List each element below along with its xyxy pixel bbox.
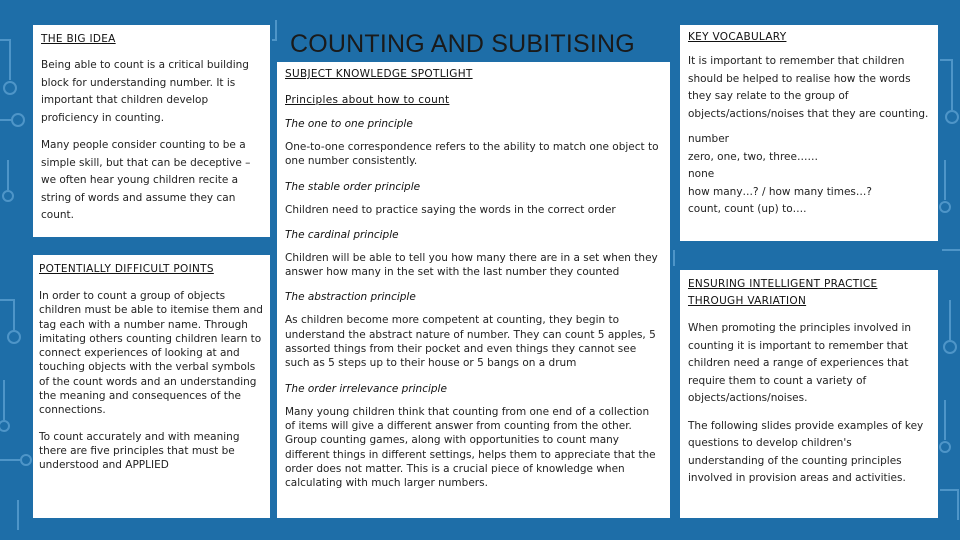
intelligent-practice-heading: ENSURING INTELLIGENT PRACTICE THROUGH VARIATION xyxy=(688,278,878,307)
vocab-line: how many…? / how many times…? xyxy=(688,185,872,198)
vocab-line: number xyxy=(688,133,729,145)
big-idea-paragraph-1: Being able to count is a critical building block for understanding number. It is important that children develop proficiency in counting. xyxy=(41,59,249,124)
intelligent-practice-panel xyxy=(680,270,938,518)
vocab-line: zero, one, two, three…… xyxy=(688,150,818,163)
principles-heading: Principles about how to count xyxy=(285,94,450,106)
principle-name: The order irrelevance principle xyxy=(285,382,447,395)
subject-knowledge-panel xyxy=(277,62,670,518)
vocab-line: none xyxy=(688,168,715,180)
intelligent-practice-paragraph-1: When promoting the principles involved in counting it is important to remember that children need a range of experiences that require them to count a variety of objects/actions/noises. xyxy=(688,322,912,404)
principle-text: Children need to practice saying the words in the correct order xyxy=(285,203,616,216)
page-title: COUNTING AND SUBITISING xyxy=(290,30,635,58)
principle-name: The abstraction principle xyxy=(285,291,416,304)
vocab-line: count, count (up) to…. xyxy=(688,203,807,215)
principle-text: As children become more competent at counting, they begin to understand the abstract nature of number. They can count 5 apples, 5 assorted things from their pocket and even things they cannot see such as 5 steps up to their house or 5 bangs on a drum xyxy=(285,314,656,370)
key-vocabulary-intro: It is important to remember that children should be helped to realise how the words they say relate to the group of objects/actions/noises that they are counting. xyxy=(688,55,929,120)
difficult-points-paragraph-1: In order to count a group of objects children must be able to itemise them and tag each with a number name. Through imitating others counting children learn to connect experiences of looking at and touching objects with the verbal symbols of the count words and an understanding the meaning and consequences of the connections. xyxy=(39,290,263,417)
key-vocabulary-heading: KEY VOCABULARY xyxy=(688,31,787,43)
big-idea-panel xyxy=(33,25,270,237)
principle-name: The stable order principle xyxy=(285,180,421,193)
subject-knowledge-heading: SUBJECT KNOWLEDGE SPOTLIGHT xyxy=(285,68,473,80)
principle-text: Many young children think that counting from one end of a collection of items will give a different answer from counting from the other. Group counting games, along with opportunities to count many different things in different settings, helps them to appreciate that the order does not matter. This is a crucial piece of knowledge when calculating with much larger numbers. xyxy=(285,405,656,490)
intelligent-practice-paragraph-2: The following slides provide examples of key questions to develop children's understanding of the counting principles involved in provision areas and activities. xyxy=(688,419,924,484)
principle-name: The one to one principle xyxy=(285,118,413,130)
difficult-points-panel xyxy=(33,255,270,518)
difficult-points-heading: POTENTIALLY DIFFICULT POINTS xyxy=(39,263,214,275)
key-vocabulary-panel xyxy=(680,25,938,241)
principle-text: Children will be able to tell you how many there are in a set when they answer how many in the set with the last number they counted xyxy=(285,251,658,279)
big-idea-heading: THE BIG IDEA xyxy=(41,33,116,45)
principle-name: The cardinal principle xyxy=(285,228,399,241)
principle-text: One-to-one correspondence refers to the ability to match one object to one number consistently. xyxy=(285,141,659,168)
big-idea-paragraph-2: Many people consider counting to be a simple skill, but that can be deceptive – we often hear young children recite a string of words and assume they can count. xyxy=(41,139,251,221)
difficult-points-paragraph-2: To count accurately and with meaning there are five principles that must be understood and APPLIED xyxy=(39,430,240,472)
